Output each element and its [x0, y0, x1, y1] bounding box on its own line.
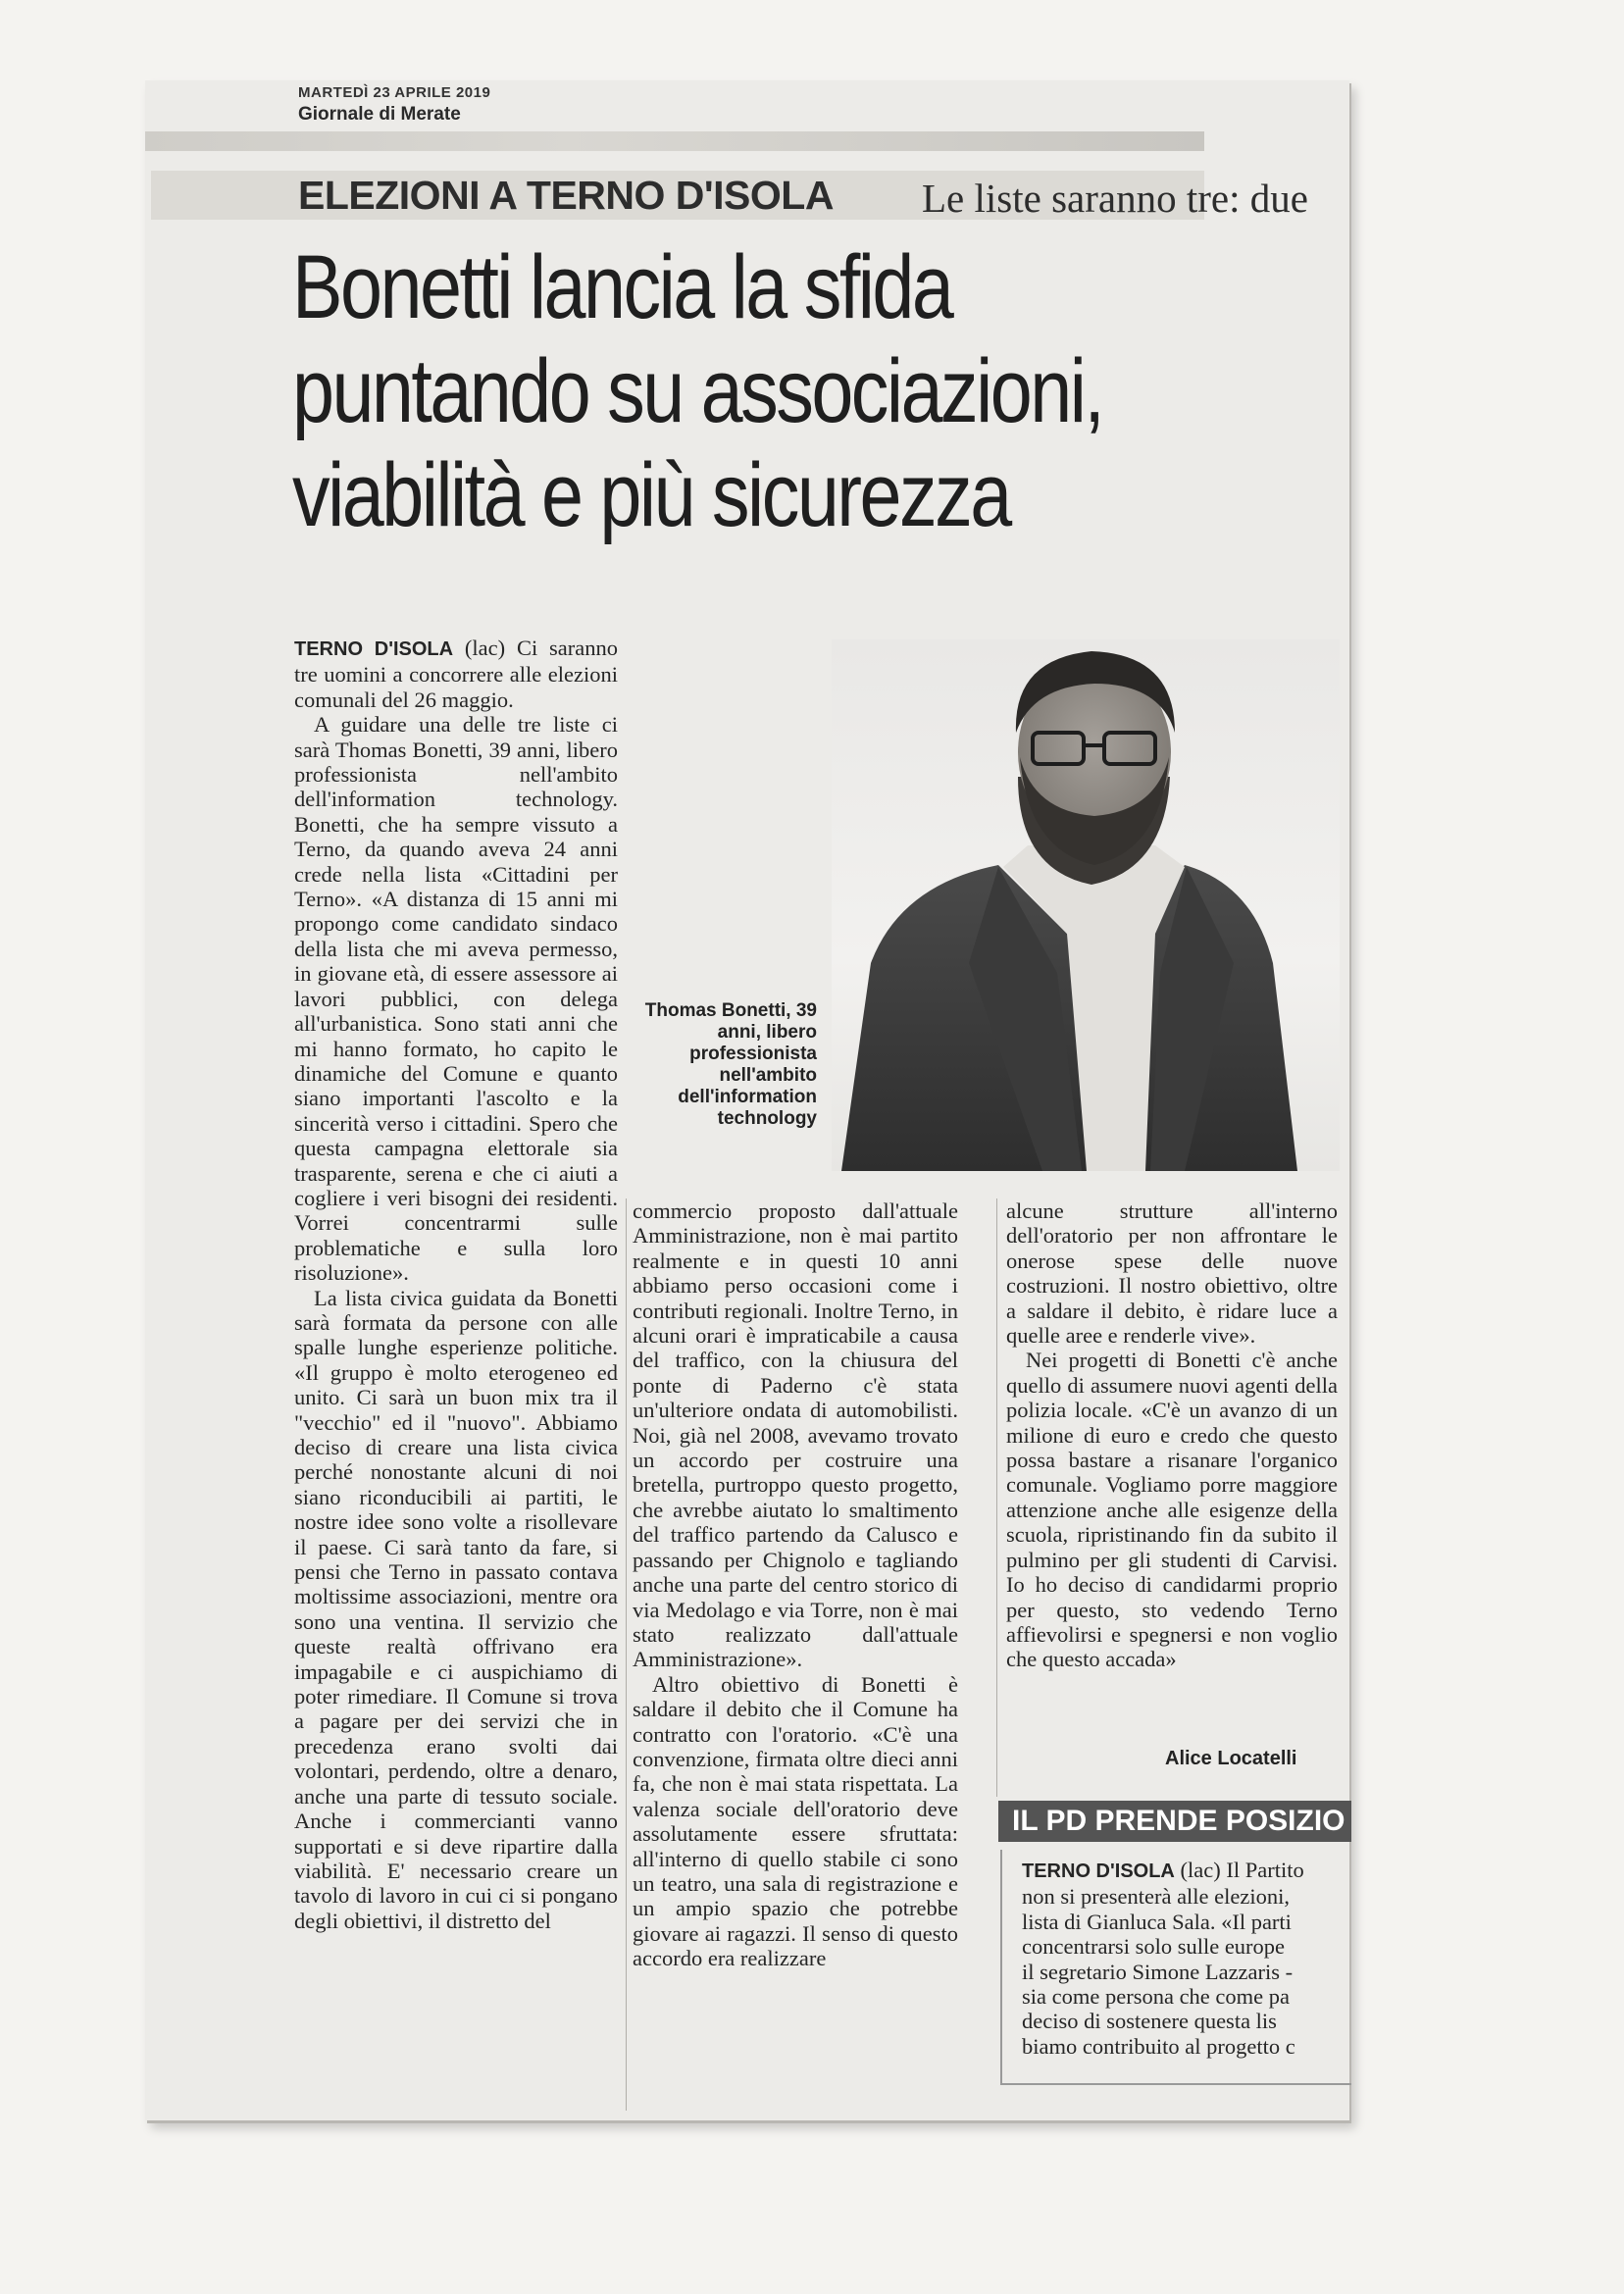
- article-paragraph: La lista civica guidata da Bonetti sarà formata da persone con alle spalle lunghe esperienze politiche. «Il gruppo è molto eterogeneo ed unito. Ci sarà un buon mix tra il "vecchio" ed il "nuovo". Abbiamo deciso di creare una lista civica perché nonostante alcuni di noi siano riconducibili ai partiti, le nostre idee sono volte a risollevare il paese. Ci sarà tanto da fare, si pensi che Terno in passato contava moltissime associazioni, mentre ora sono una ventina. Il servizio che queste realtà offrivano era impagabile e ci auspichiamo di poter rimediare. Il Comune si trova a pagare per dei servizi che in precedenza erano svolti dai volontari, perdendo, oltre a denaro, anche una parte di tessuto sociale. Anche i commercianti vanno supportati e si deve ripartire dalla viabilità. E' necessario creare un tavolo di lavoro in cui ci si pongano degli obiettivi, il distretto del: [294, 1285, 618, 1933]
- sidebar-dateline: TERNO D'ISOLA: [1022, 1861, 1175, 1882]
- article-paragraph: Altro obiettivo di Bonetti è saldare il debito che il Comune ha contratto con l'oratorio. «C'è una convenzione, firmata oltre dieci anni fa, che non è mai stata rispettata. La valenza sociale dell'oratorio deve assolutamente essere sfruttata: all'interno di quello stabile ci sono un teatro, una sala di registrazione e un ampio spazio che potrebbe giovare ai ragazzi. Il senso di questo accordo era realizzare: [633, 1671, 958, 1971]
- sidebar-text: [1022, 1858, 1355, 2059]
- portrait-illustration: [832, 639, 1340, 1171]
- article-author: Alice Locatelli: [1165, 1748, 1297, 1769]
- article-paragraph: commercio proposto dall'attuale Amministrazione, non è mai partito realmente e in questi 10 anni abbiamo perso occasioni come i contributi regionali. Inoltre Terno, in alcuni orari è impraticabile a causa del traffico, con la chiusura del ponte di Paderno c'è stata un'ulteriore ondata di automobilisti. Noi, già nel 2008, avevamo trovato un accordo per costruire una bretella, purtroppo questo progetto, che avrebbe aiutato lo smaltimento del traffico partendo da Calusco e passando per Chignolo e tagliando anche una parte del centro storico di via Medolago e via Torre, non è mai stato realizzato dall'attuale Amministrazione».: [633, 1198, 958, 1672]
- sidebar-line: sia come persona che come pa: [1022, 1984, 1290, 2010]
- article-paragraph: (lac) Ci saranno tre uomini a concorrere alle elezioni comunali del 26 maggio.: [294, 636, 618, 712]
- sidebar-title: IL PD PRENDE POSIZIO: [998, 1801, 1351, 1842]
- article-paragraph: A guidare una delle tre liste ci sarà Thomas Bonetti, 39 anni, libero professionista nell'ambito dell'information technology. Bonetti, che ha sempre vissuto a Terno, da quando aveva 24 anni crede nella lista «Cittadini per Terno». «A distanza di 15 anni mi propongo come candidato sindaco della lista che mi aveva permesso, in giovane età, di essere assessore ai lavori pubblici, con delega all'urbanistica. Sono stati anni che mi hanno formato, ho capito le dinamiche del Comune e quanto siano importanti l'ascolto e la sincerità verso i cittadini. Spero che questa campagna elettorale sia trasparente, serena e che ci aiuti a cogliere i veri bisogni dei residenti. Vorrei concentrarmi sulle problematiche e sulla loro risoluzione».: [294, 712, 618, 1286]
- section-kicker: ELEZIONI A TERNO D'ISOLA: [298, 173, 834, 218]
- sidebar-line: il segretario Simone Lazzaris -: [1022, 1959, 1294, 1984]
- sidebar-line: (lac) Il Partito: [1180, 1858, 1304, 1882]
- kicker-teaser: Le liste saranno tre: due: [922, 176, 1308, 221]
- photo-caption: Thomas Bonetti, 39 anni, libero professionista nell'ambito dell'information technology: [644, 1000, 817, 1129]
- sidebar-line: deciso di sostenere questa lis: [1022, 2009, 1277, 2034]
- sidebar-line: non si presenterà alle elezioni,: [1022, 1884, 1291, 1910]
- headline-line-1: Bonetti lancia la sfida: [292, 237, 952, 337]
- article-paragraph: alcune strutture all'interno dell'oratorio per non affrontare le onerose spese delle nuove costruzioni. Il nostro obiettivo, oltre a saldare il debito, è ridare luce a quelle aree e renderle vive».: [1006, 1198, 1338, 1349]
- article-column-1: [294, 636, 618, 1933]
- article-column-2: [633, 1198, 958, 1971]
- newspaper-name: Giornale di Merate: [298, 104, 461, 125]
- column-rule: [626, 1198, 627, 2111]
- clipping-content: [145, 80, 1349, 2120]
- sidebar-line: concentrarsi solo sulle europe: [1022, 1934, 1286, 1960]
- headline: [292, 235, 1191, 547]
- header-rule: [145, 131, 1204, 151]
- portrait-photo: [832, 639, 1340, 1171]
- publication-date: MARTEDÌ 23 APRILE 2019: [298, 84, 491, 101]
- article-dateline: TERNO D'ISOLA: [294, 638, 454, 660]
- article-column-3: [1006, 1198, 1338, 1672]
- headline-line-2: puntando su associazioni,: [292, 341, 1103, 441]
- headline-line-3: viabilità e più sicurezza: [292, 445, 1010, 545]
- sidebar-line: biamo contribuito al progetto c: [1022, 2033, 1295, 2059]
- column-rule: [996, 1198, 997, 1797]
- sidebar-line: lista di Gianluca Sala. «Il parti: [1022, 1909, 1292, 1934]
- article-paragraph: Nei progetti di Bonetti c'è anche quello di assumere nuovi agenti della polizia locale. «C'è un avanzo di un milione di euro e credo che questo possa bastare a risanare l'organico comunale. Vogliamo porre maggiore attenzione anche alle esigenze della scuola, ripristinando fin da subito il pulmino per gli studenti di Carvisi. Io ho deciso di candidarmi proprio per questo, sto vedendo Terno affievolirsi e spegnersi e non voglio che questo accada»: [1006, 1348, 1338, 1672]
